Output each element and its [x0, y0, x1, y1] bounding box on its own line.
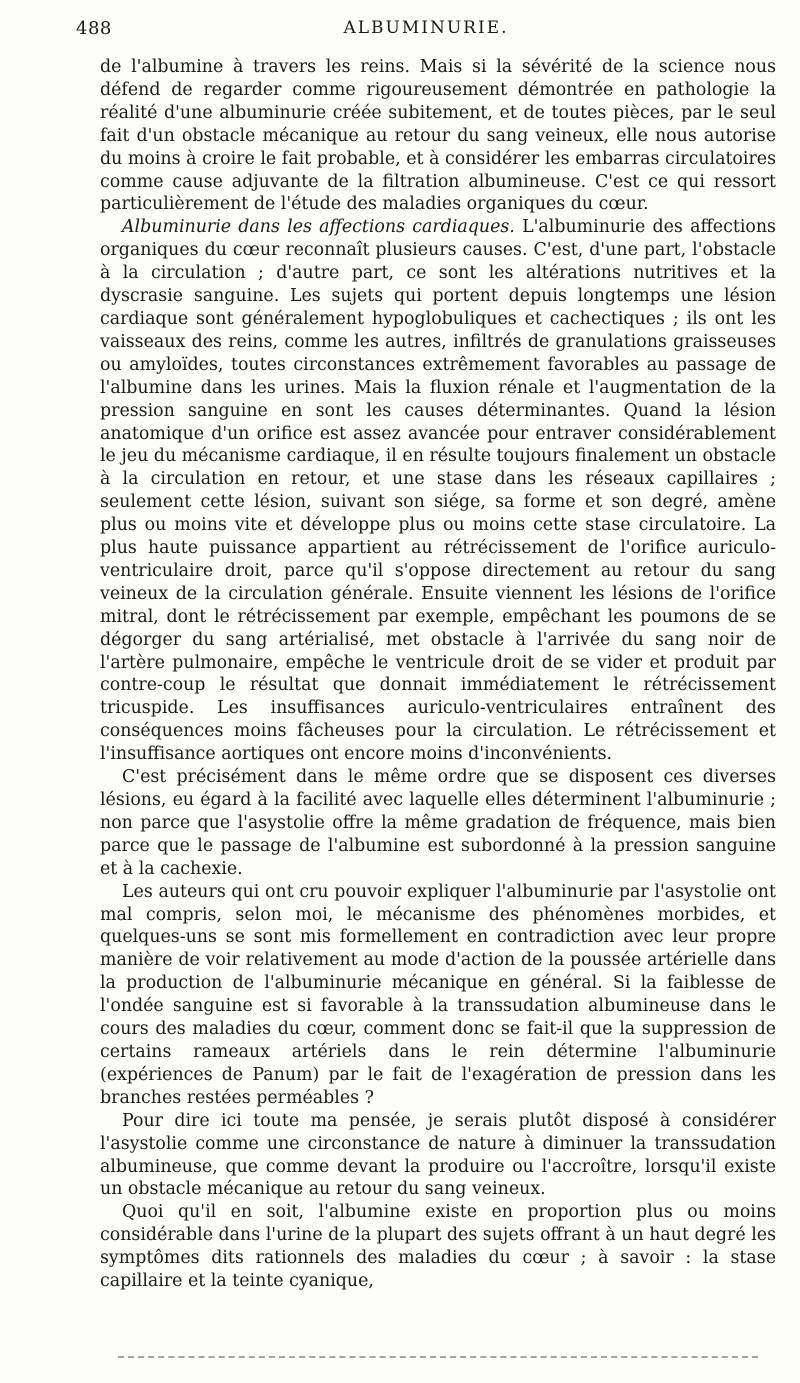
- paragraph-continued: de l'albumine à travers les reins. Mais si la sévérité de la science nous défend de regarder comme rigoureusement démontrée en pathologie la réalité d'une albuminurie créée subitement, et de toutes pièces, par le seul fait d'un obstacle mécanique au retour du sang veineux, elle nous autorise du moins à croire le fait probable, et à considérer les embarras circulatoires comme cause adjuvante de la filtration albumineuse. C'est ce qui ressort particulièrement de l'étude des maladies organiques du cœur.: [100, 57, 776, 215]
- paragraph-authors: Les auteurs qui ont cru pouvoir expliquer l'albuminurie par l'asystolie ont mal compris, selon moi, le mécanisme des phénomènes morbides, et quelques-uns se sont mis formellement en contradiction avec leur propre manière de voir relativement au mode d'action de la poussée artérielle dans la production de l'albuminurie mécanique en général. Si la faiblesse de l'ondée sanguine est si favorable à la transsudation albumineuse dans le cours des maladies du cœur, comment donc se fait-il que la suppression de certains rameaux artériels dans le rein détermine l'albuminurie (expériences de Panum) par le fait de l'exagération de pression dans les branches restées perméables ?: [100, 881, 776, 1108]
- paragraph-opinion: Pour dire ici toute ma pensée, je serais plutôt disposé à considérer l'asystolie comme une circonstance de nature à diminuer la transsudation albumineuse, que comme devant la produire ou l'accroître, lorsqu'il existe un obstacle mécanique au retour du sang veineux.: [100, 1110, 776, 1200]
- paragraph-conclusion: Quoi qu'il en soit, l'albumine existe en proportion plus ou moins considérable dans l'urine de la plupart des sujets offrant à un haut degré les symptômes dits rationnels des maladies du cœur ; à savoir : la stase capillaire et la teinte cyanique,: [100, 1202, 776, 1292]
- footer-dotted-rule: [118, 1356, 758, 1358]
- paragraph-cardiac: [100, 216, 776, 766]
- running-title: ALBUMINURIE.: [343, 18, 509, 38]
- section-heading: Albuminurie dans les affections cardiaques.: [122, 217, 515, 238]
- paragraph-cardiac-text: L'albuminurie des affections organiques du cœur reconnaît plusieurs causes. C'est, d'une part, l'obstacle à la circulation ; d'autre part, ce sont les altérations nutritives et la dyscrasie sanguine. Les sujets qui portent depuis longtemps une lésion cardiaque sont généralement hypoglobuliques et cachectiques ; ils ont les vaisseaux des reins, comme les autres, infiltrés de granulations graisseuses ou amyloïdes, toutes circonstances extrêmement favorables au passage de l'albumine dans les urines. Mais la fluxion rénale et l'augmentation de la pression sanguine en sont les causes déterminantes. Quand la lésion anatomique d'un orifice est assez avancée pour entraver considérablement le jeu du mécanisme cardiaque, il en résulte toujours finalement un obstacle à la circulation en retour, et une stase dans les réseaux capillaires ; seulement cette lésion, suivant son siége, sa forme et son degré, amène plus ou moins vite et développe plus ou moins cette stase circulatoire. La plus haute puissance appartient au rétrécissement de l'orifice auriculo-ventriculaire droit, parce qu'il s'oppose directement au retour du sang veineux de la circulation générale. Ensuite viennent les lésions de l'orifice mitral, dont le rétrécissement par exemple, empêchant les poumons de se dégorger du sang artérialisé, met obstacle à l'arrivée du sang noir de l'artère pulmonaire, empêche le ventricule droit de se vider et produit par contre-coup le résultat que donnait immédiatement le rétrécissement tricuspide. Les insuffisances auriculo-ventriculaires entraînent des conséquences moins fâcheuses pour la circulation. Le rétrécissement et l'insuffisance aortiques ont encore moins d'inconvénients.: [100, 217, 776, 765]
- body-text: [100, 56, 776, 1293]
- page-number: 488: [76, 18, 112, 39]
- page-header: [76, 6, 776, 38]
- paragraph-order: C'est précisément dans le même ordre que se disposent ces diverses lésions, eu égard à la facilité avec laquelle elles déterminent l'albuminurie ; non parce que l'asystolie offre la même gradation de fréquence, mais bien parce que le passage de l'albumine est subordonné à la pression sanguine et à la cachexie.: [100, 767, 776, 879]
